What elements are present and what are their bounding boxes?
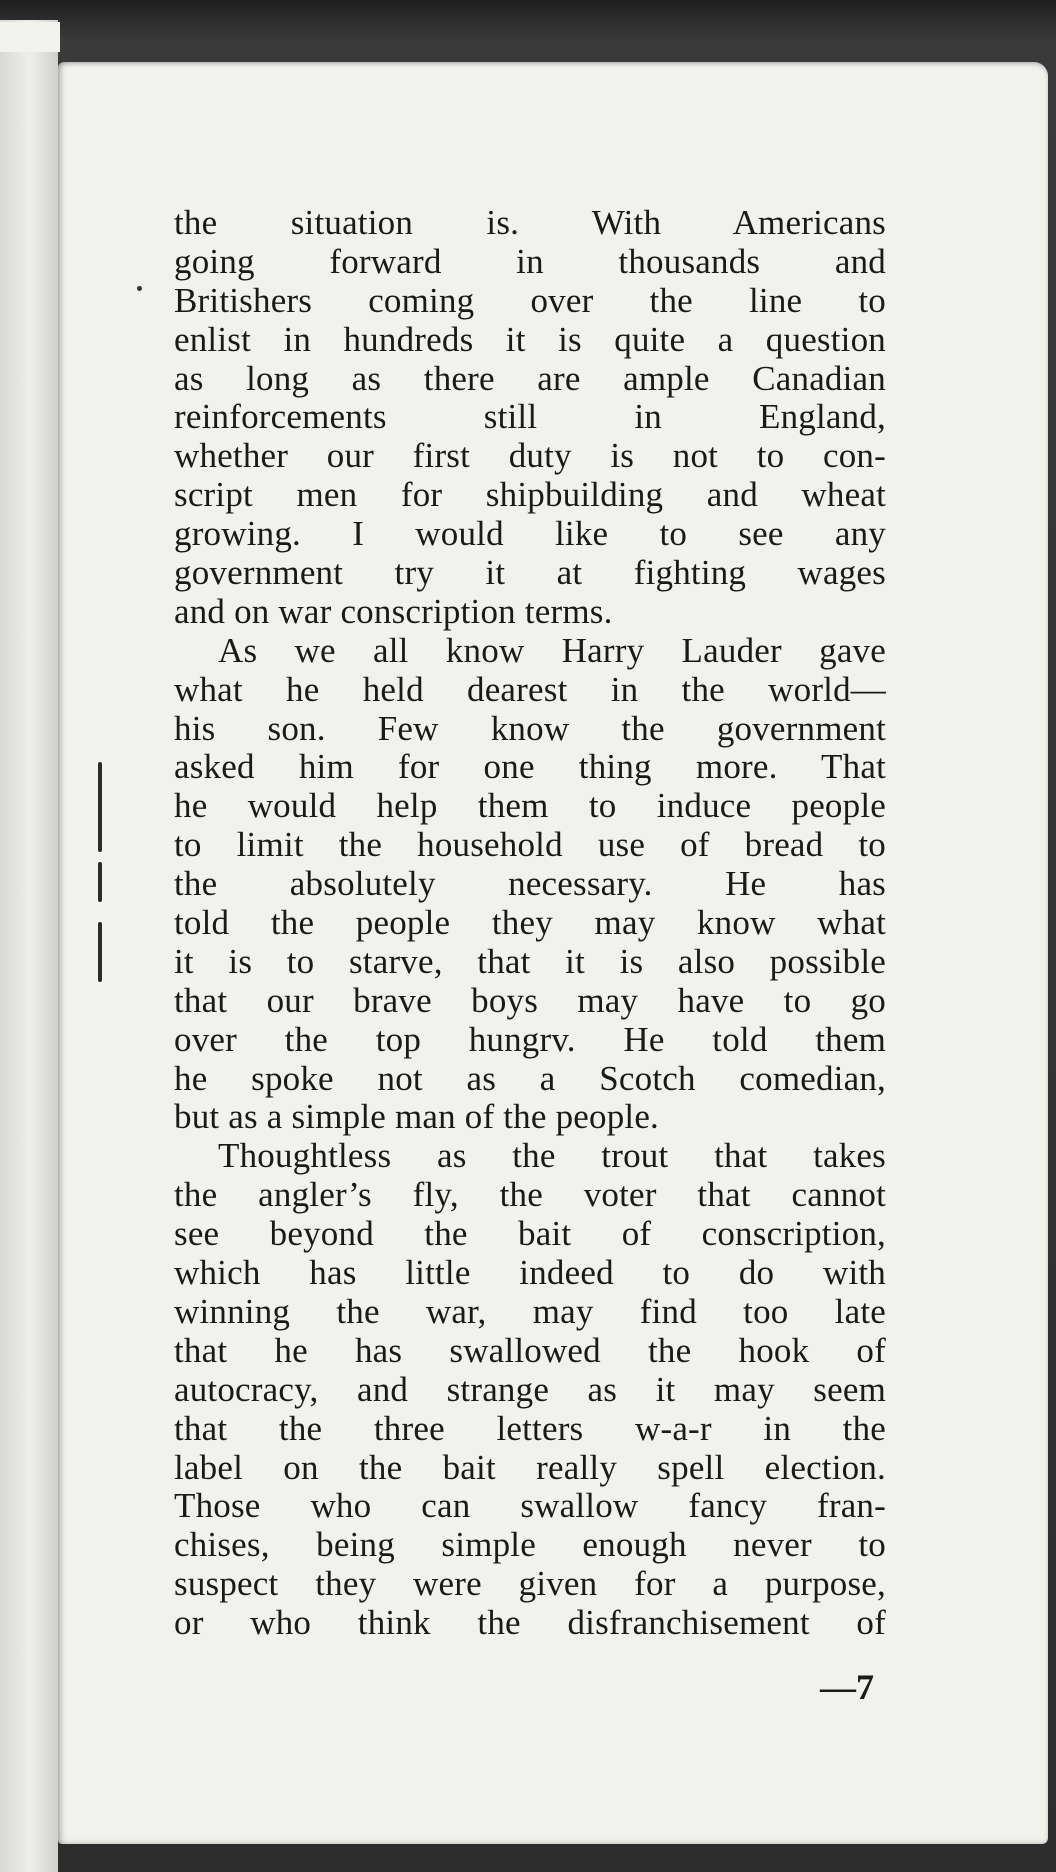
text-line: As we all know Harry Lauder gave (218, 630, 886, 670)
text-line: asked him for one thing more. That (174, 747, 886, 787)
adjacent-page-edge (0, 20, 58, 1872)
page-corner-sliver (0, 22, 60, 52)
text-line: Thoughtless as the trout that takes (218, 1136, 886, 1176)
page-number: —7 (820, 1667, 874, 1707)
text-line: he would help them to induce people (174, 786, 886, 826)
text-line: but as a simple man of the people. (174, 1097, 660, 1137)
text-line: the absolutely necessary. He has (174, 864, 886, 904)
binding-marks (94, 762, 106, 1062)
text-line: growing. I would like to see any (174, 514, 886, 554)
text-line: that he has swallowed the hook of (174, 1330, 886, 1370)
text-line: told the people they may know what (174, 903, 886, 943)
text-line: as long as there are ample Canadian (174, 358, 886, 398)
body-text (174, 204, 886, 1643)
text-line: chises, being simple enough never to (174, 1525, 886, 1565)
text-line: government try it at fighting wages (174, 553, 886, 593)
text-line: the angler’s fly, the voter that cannot (174, 1175, 886, 1215)
text-line: his son. Few know the government (174, 708, 886, 748)
text-line: going forward in thousands and (174, 241, 886, 281)
text-line: the situation is. With Americans (174, 203, 886, 242)
text-line: reinforcements still in England, (174, 397, 886, 437)
text-line: which has little indeed to do with (174, 1253, 886, 1293)
text-line: Those who can swallow fancy fran- (174, 1486, 886, 1526)
text-line: script men for shipbuilding and wheat (174, 475, 886, 515)
text-line: that our brave boys may have to go (174, 980, 886, 1020)
text-line: enlist in hundreds it is quite a question (174, 319, 886, 359)
text-line: suspect they were given for a purpose, (174, 1564, 886, 1604)
ink-speck (137, 286, 142, 291)
text-line: autocracy, and strange as it may seem (174, 1369, 886, 1409)
text-line: and on war conscription terms. (174, 591, 613, 631)
text-line: over the top hungrv. He told them (174, 1019, 886, 1059)
text-line: whether our first duty is not to con- (174, 436, 886, 476)
text-line: label on the bait really spell election. (174, 1447, 886, 1487)
text-line: or who think the disfranchisement of (174, 1603, 886, 1643)
text-line: to limit the household use of bread to (174, 825, 886, 865)
text-line: that the three letters w-a-r in the (174, 1408, 886, 1448)
text-line: Britishers coming over the line to (174, 280, 886, 320)
text-line: he spoke not as a Scotch comedian, (174, 1058, 886, 1098)
text-line: it is to starve, that it is also possible (174, 941, 886, 981)
text-line: see beyond the bait of conscription, (174, 1214, 886, 1254)
text-line: winning the war, may find too late (174, 1291, 886, 1331)
text-line: what he held dearest in the world— (174, 669, 886, 709)
